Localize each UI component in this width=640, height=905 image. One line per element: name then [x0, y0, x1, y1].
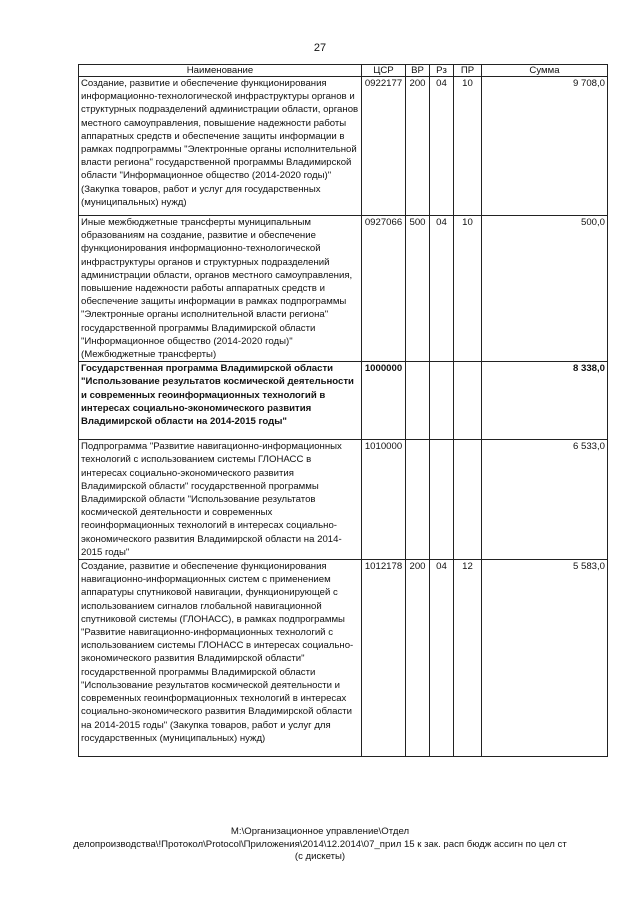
row-rz: 04 [430, 77, 454, 216]
row-rz: 04 [430, 560, 454, 757]
table-row [79, 440, 608, 560]
footer-line-2: делопроизводства\!Протокол\Protocol\Приложения\2014\12.2014\07_прил 15 к зак. расп бюдж ассигн по цел ст [73, 838, 567, 850]
row-pr: 10 [454, 216, 482, 362]
row-vr: 500 [406, 216, 430, 362]
header-name: Наименование [79, 65, 362, 77]
row-vr [406, 362, 430, 440]
row-sum: 5 583,0 [482, 560, 608, 757]
row-rz [430, 440, 454, 560]
file-path-footer [0, 826, 640, 864]
row-rz [430, 362, 454, 440]
row-pr: 10 [454, 77, 482, 216]
row-pr [454, 362, 482, 440]
table-row [79, 560, 608, 757]
row-csr: 0927066 [362, 216, 406, 362]
row-name: Государственная программа Владимирской области "Использование результатов космической деятельности и современных геоинформационных технологий в интересах социально-экономического развития Владимирской области на 2014-2015 годы" [79, 362, 362, 440]
row-csr: 1012178 [362, 560, 406, 757]
header-sum: Сумма [482, 65, 608, 77]
row-vr: 200 [406, 77, 430, 216]
table-header-row [79, 65, 608, 77]
row-name: Иные межбюджетные трансферты муниципальным образованиям на создание, развитие и обеспечение функционирования информационно-технологической инфраструктуры органов и структурных подразделений администрации области, органов местного самоуправления, повышение надежности работы аппаратных средств и обеспечение защиты информации в рамках подпрограммы "Электронные органы исполнительной власти региона" государственной программы Владимирской области "Информационное общество (2014-2020 годы)" (Межбюджетные трансферты) [79, 216, 362, 362]
row-name: Создание, развитие и обеспечение функционирования информационно-технологической инфраструктуры органов и структурных подразделений администрации области, органов местного самоуправления, повышение надежности работы аппаратных средств и обеспечение защиты информации в рамках подпрограммы "Электронные органы исполнительной власти региона" государственной программы Владимирской области "Информационное общество (2014-2020 годы)" (Закупка товаров, работ и услуг для государственных (муниципальных) нужд) [79, 77, 362, 216]
row-rz: 04 [430, 216, 454, 362]
row-sum: 6 533,0 [482, 440, 608, 560]
row-name: Подпрограмма "Развитие навигационно-информационных технологий с использованием системы ГЛОНАСС в интересах социально-экономического развития Владимирской области" государственной программы Владимирской области "Использование результатов космической деятельности и современных геоинформационных технологий в интересах социально-экономического развития Владимирской области на 2014-2015 годы" [79, 440, 362, 560]
row-sum: 8 338,0 [482, 362, 608, 440]
footer-line-1: M:\Организационное управление\Отдел [230, 826, 410, 837]
header-pr: ПР [454, 65, 482, 77]
table-row [79, 362, 608, 440]
row-vr: 200 [406, 560, 430, 757]
header-vr: ВР [406, 65, 430, 77]
row-pr [454, 440, 482, 560]
row-csr: 0922177 [362, 77, 406, 216]
row-csr: 1000000 [362, 362, 406, 440]
row-name: Создание, развитие и обеспечение функционирования навигационно-информационных систем с применением аппаратуры спутниковой навигации, функционирующей с использованием сигналов глобальной навигационной спутниковой системы (ГЛОНАСС), в рамках подпрограммы "Развитие навигационно-информационных технологий с использованием системы ГЛОНАСС в интересах социально-экономического развития Владимирской области" государственной программы Владимирской области "Использование результатов космической деятельности и современных геоинформационных технологий в интересах социально-экономического развития Владимирской области на 2014-2015 годы" (Закупка товаров, работ и услуг для государственных (муниципальных) нужд) [79, 560, 362, 757]
row-csr: 1010000 [362, 440, 406, 560]
page-number: 27 [313, 42, 327, 54]
row-pr: 12 [454, 560, 482, 757]
footer-line-3: (с дискеты) [294, 851, 346, 862]
table-row [79, 216, 608, 362]
row-sum: 9 708,0 [482, 77, 608, 216]
header-rz: Рз [430, 65, 454, 77]
table-row [79, 77, 608, 216]
row-sum: 500,0 [482, 216, 608, 362]
budget-table [78, 64, 608, 757]
row-vr [406, 440, 430, 560]
header-csr: ЦСР [362, 65, 406, 77]
